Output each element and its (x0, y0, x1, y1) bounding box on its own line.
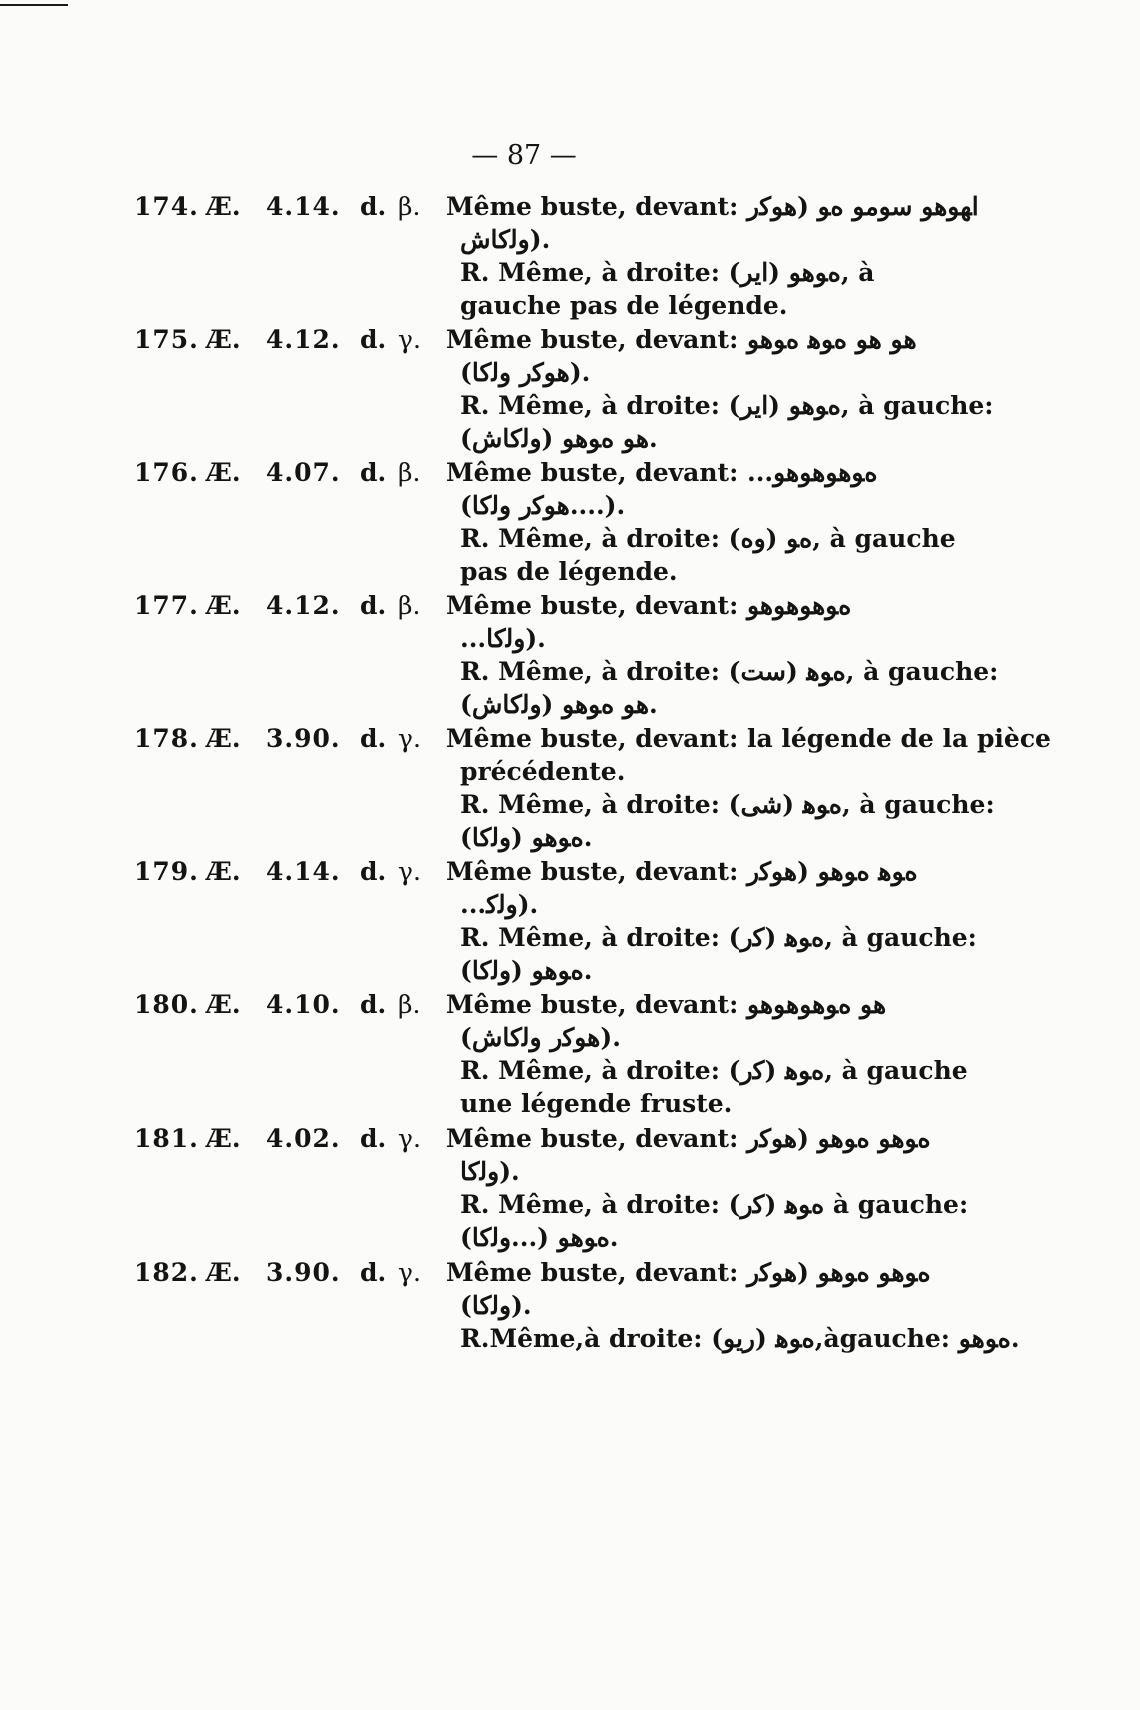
entry-line: Même buste, devant: ﻩﻮﻫﻮ ﻩﻮﻫﻮ (ﻫﻮﮐﺭ (446, 1258, 931, 1287)
metal-mark: Æ. (206, 857, 241, 886)
entry-line: Même buste, devant: ﺍﻬﻮﻫﻮ ﺳﻮﻣﻮ ﻩﻮ (ﻫﻮﮐﺭ (446, 192, 979, 221)
variant-mark: γ. (398, 1124, 421, 1153)
entry-line: Même buste, devant: ﻩﻮﻫ ﻩﻮﻫﻮ (ﻫﻮﮐﺭ (446, 857, 918, 886)
entry-line: ﻫﻮ ﻩﻮﻫﻮ (ﻭﻟﮐﺎﺵ). (460, 424, 658, 453)
direction-mark: d. (360, 458, 387, 487)
coin-weight: 4.14. (266, 857, 341, 886)
entry-line: ﻭﻟﮐﺎﺵ). (460, 225, 551, 254)
entry-number: 175. (134, 325, 199, 354)
metal-mark: Æ. (206, 192, 241, 221)
variant-mark: β. (398, 192, 421, 221)
entry-line: R. Même, à droite: ﻩﻮ (ﻭﻩ), à gauche (460, 524, 956, 553)
direction-mark: d. (360, 724, 387, 753)
direction-mark: d. (360, 192, 387, 221)
entry-line: une légende fruste. (460, 1089, 733, 1118)
direction-mark: d. (360, 857, 387, 886)
entry-line: gauche pas de légende. (460, 291, 788, 320)
variant-mark: γ. (398, 1258, 421, 1287)
metal-mark: Æ. (206, 990, 241, 1019)
variant-mark: γ. (398, 325, 421, 354)
entry-line: ...ﻭﻟﮐ). (460, 890, 539, 919)
entry-line: pas de légende. (460, 557, 678, 586)
entry-line: ﻩﻮﻫﻮ (...ﻭﻟﮐﺎ). (460, 1223, 619, 1252)
entry-line: (ﻭﻟﮐﺎ). (460, 1291, 532, 1320)
entry-line: Même buste, devant: ﻫﻮ ﻩﻮﻫﻮﻫﻮﻫﻮ (446, 990, 887, 1019)
entry-number: 174. (134, 192, 199, 221)
entry-line: ﻫﻮ ﻩﻮﻫﻮ (ﻭﻟﮐﺎﺵ). (460, 690, 658, 719)
metal-mark: Æ. (206, 724, 241, 753)
coin-weight: 3.90. (266, 1258, 341, 1287)
entry-number: 179. (134, 857, 199, 886)
direction-mark: d. (360, 1258, 387, 1287)
coin-weight: 4.14. (266, 192, 341, 221)
entry-line: Même buste, devant: ﻩﻮﻫﻮ ﻩﻮﻫﻮ (ﻫﻮﮐﺭ (446, 1124, 931, 1153)
metal-mark: Æ. (206, 1124, 241, 1153)
entry-line: R. Même, à droite: ﻩﻮﻫ (ﺳﺖ), à gauche: (460, 657, 999, 686)
entry-line: R. Même, à droite: ﻩﻮﻫ (ﮐﺭ), à gauche (460, 1056, 968, 1085)
entry-line: (ﻫﻮﮐﺭ ﻭﻟﮐﺎ....). (460, 491, 626, 520)
entry-line: R. Même, à droite: ﻩﻮﻫﻮ (ﺍﻳﺮ), à (460, 258, 875, 287)
entry-line: Même buste, devant: ...ﻩﻮﻫﻮﻫﻮﻫﻮ (446, 458, 878, 487)
entry-number: 178. (134, 724, 199, 753)
coin-weight: 4.07. (266, 458, 341, 487)
direction-mark: d. (360, 591, 387, 620)
variant-mark: γ. (398, 857, 421, 886)
metal-mark: Æ. (206, 325, 241, 354)
entry-number: 176. (134, 458, 199, 487)
variant-mark: β. (398, 990, 421, 1019)
entry-line: ﻩﻮﻫﻮ (ﻭﻟﮐﺎ). (460, 823, 593, 852)
variant-mark: β. (398, 591, 421, 620)
entry-number: 177. (134, 591, 199, 620)
coin-weight: 4.12. (266, 591, 341, 620)
variant-mark: γ. (398, 724, 421, 753)
entry-line: Même buste, devant: ﻩﻮﻫﻮﻫﻮﻫﻮ (446, 591, 852, 620)
entry-number: 181. (134, 1124, 199, 1153)
coin-weight: 3.90. (266, 724, 341, 753)
coin-weight: 4.10. (266, 990, 341, 1019)
page-number: — 87 — (471, 140, 577, 171)
top-rule (0, 4, 68, 6)
entry-line: ﻩﻮﻫﻮ (ﻭﻟﮐﺎ). (460, 956, 593, 985)
entry-line: Même buste, devant: ﻫﻮ ﻫﻮ ﻩﻮﻫ ﻩﻮﻫﻮ (446, 325, 917, 354)
entry-line: (ﻫﻮﮐﺭ ﻭﻟﮐﺎﺵ). (460, 1023, 621, 1052)
metal-mark: Æ. (206, 1258, 241, 1287)
entry-line: R. Même, à droite: ﻩﻮﻫ (ﮐﺭ) à gauche: (460, 1190, 969, 1219)
direction-mark: d. (360, 990, 387, 1019)
entry-line: (ﻫﻮﮐﺭ ﻭﻟﮐﺎ). (460, 358, 591, 387)
entry-line: ﻭﻟﮐﺎ). (460, 1157, 520, 1186)
direction-mark: d. (360, 325, 387, 354)
coin-weight: 4.02. (266, 1124, 341, 1153)
entry-line: R. Même, à droite: ﻩﻮﻫ (ﮐﺭ), à gauche: (460, 923, 977, 952)
metal-mark: Æ. (206, 458, 241, 487)
entry-line: Même buste, devant: la légende de la pièce (446, 724, 1051, 753)
entry-line: R. Même, à droite: ﻩﻮﻫ (ﺷﻰ), à gauche: (460, 790, 995, 819)
metal-mark: Æ. (206, 591, 241, 620)
entry-number: 182. (134, 1258, 199, 1287)
direction-mark: d. (360, 1124, 387, 1153)
coin-weight: 4.12. (266, 325, 341, 354)
entry-line: R.Même,à droite: ﻩﻮﻫ (ﺭﻳﻮ),àgauche: ﻩﻮﻫﻮ. (460, 1324, 1020, 1353)
entry-number: 180. (134, 990, 199, 1019)
entry-line: ...ﻭﻟﮐﺎ). (460, 624, 546, 653)
variant-mark: β. (398, 458, 421, 487)
entry-line: précédente. (460, 757, 626, 786)
entry-line: R. Même, à droite: ﻩﻮﻫﻮ (ﺍﻳﺮ), à gauche: (460, 391, 994, 420)
